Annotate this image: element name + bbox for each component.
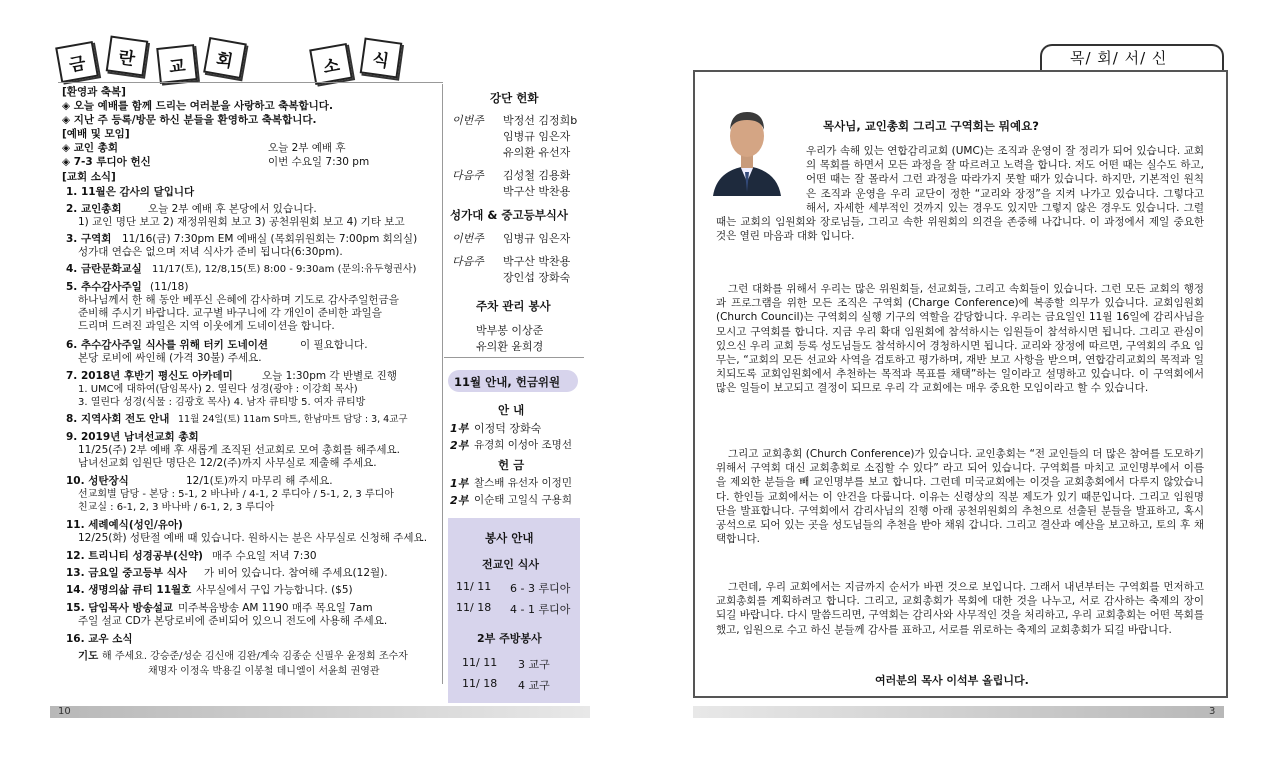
page-number: 10 [58, 706, 71, 717]
news-text: 11/16(금) 7:30pm EM 예배실 (목회위원회는 7:00pm 회의실) [122, 233, 418, 245]
names: 4 교구 [518, 679, 550, 692]
news-text: 본당 로비에 싸인해 (가격 30불) 주세요. [78, 352, 262, 364]
news-text: 오늘 1:30pm 각 반별로 진행 [262, 370, 397, 382]
news-text: 주일 설교 CD가 본당로비에 준비되어 있으니 전도에 사용해 주세요. [78, 615, 388, 627]
offering-title: 헌 금 [498, 458, 525, 472]
news-title: 7. 2018년 후반기 평신도 아카데미 [66, 370, 233, 382]
names: 유의환 유선자 [503, 146, 571, 159]
news-text: 선교회별 담당 - 본당 : 5-1, 2 바나바 / 4-1, 2 루디아 / 5-1, 2, 3 루디아 [78, 489, 394, 500]
date: 11/ 18 [462, 677, 498, 690]
title-char: 식 [371, 49, 391, 72]
title-char: 교 [168, 55, 187, 78]
title-char: 금 [67, 53, 88, 76]
news-title: 13. 금요일 중고등부 식사 [66, 567, 187, 579]
service-label: 1부 [450, 422, 469, 435]
news-title: 14. 생명의삶 큐티 11월호 [66, 584, 192, 596]
news-title: 9. 2019년 남녀선교회 총회 [66, 431, 199, 443]
names: 장인섭 장화숙 [503, 271, 571, 284]
news-title: 15. 담임목사 방송설교 [66, 602, 174, 614]
title-char-box [203, 37, 247, 79]
section-header: [환영과 축복] [62, 86, 126, 98]
news-text: 드리며 드려진 과일은 지역 이웃에게 도네이션을 합니다. [78, 320, 335, 332]
news-title: 11. 세례예식(성인/유아) [66, 519, 183, 531]
news-text: 남녀선교회 임원단 명단은 12/2(주)까지 사무실로 제출해 주세요. [78, 457, 377, 469]
service-label: 2부 [450, 439, 469, 452]
service-label: 2부 [450, 494, 469, 507]
news-text: 매주 수요일 저녁 7:30 [212, 550, 317, 562]
news-text: 11월 24일(토) 11am S마트, 한남마트 담당 : 3, 4교구 [178, 414, 408, 425]
news-title: 6. 추수감사주일 식사를 위해 터키 도네이션 [66, 339, 269, 351]
title-char-box [156, 44, 198, 84]
guide-title: 안 내 [498, 403, 525, 417]
paragraph-2: 그런 대화를 위해서 우리는 많은 위원회들, 선교회들, 그리고 속회들이 있습니다. 그런 모든 교회의 행정과 프로그램을 위한 모든 조직은 구역회 (Charge Conference)에 복종할 의무가 있습니다. 교회임원회 (Church Council)는 구역회의 실행 기구의 역할을 감당합니다. 우리는 금요일인 11월 16일에 감리사님을 모시고 구역회를 합니다. 지금 우리 확대 임원회에 참석하시는 임원들이 참석하시면 됩니다. 그리고 관심이 있으신 우리 교회 등록 성도님들도 참석하시어 경청하시면 됩니다. 교리와 장정에 따르면, 구역회의 주요 임무는, “교회의 모든 선교와 사역을 검토하고 평가하며, 재반 보고 사항을 받으며, 연합감리교회의 목적과 일치되도록 교회임원회에서 추천하는 목적과 목표를 채택”하는 일이라고 설명하고 있습니다. 이 구역회에서 많은 일들이 보고되고 결정이 되므로 우리 각 교회에는 매우 중요한 모임이라고 할 수 있습니다. [716, 283, 1204, 395]
names: 김성철 김용화 [503, 169, 571, 182]
news-text: 12/25(화) 성탄절 예배 때 있습니다. 원하시는 분은 사무실로 신청해 주세요. [78, 532, 428, 544]
names: 이순태 고일식 구용희 [474, 494, 572, 506]
news-title: 5. 추수감사주일 [66, 281, 142, 293]
prayer-label: 기도 [78, 650, 99, 662]
footer-bar [50, 706, 590, 718]
news-text: 하나님께서 한 해 동안 베푸신 은혜에 감사하며 기도로 감사주일헌금을 [78, 294, 399, 306]
welcome-line: ◈ 오늘 예배를 함께 드리는 여러분을 사랑하고 축복합니다. [62, 100, 333, 112]
news-text: 오늘 2부 예배 후 본당에서 있습니다. [148, 203, 317, 215]
news-title: 12. 트리니티 성경공부(신약) [66, 550, 203, 562]
nov-title: 11월 안내, 헌금위원 [454, 375, 561, 389]
title-char-box [55, 41, 99, 83]
news-text: 1) 교인 명단 보고 2) 재정위원회 보고 3) 공천위원회 보고 4) 기타 보고 [78, 216, 405, 228]
news-title: 16. 교우 소식 [66, 633, 133, 645]
names: 이정덕 장화숙 [474, 422, 542, 435]
signature: 여러분의 목사 이석부 올립니다. [875, 674, 1029, 687]
news-text: 11/25(주) 2부 예배 후 새롭게 조직된 선교회로 모여 총회를 해주세요. [78, 444, 400, 456]
title-char-box [360, 38, 403, 79]
names: 6 - 3 루디아 [510, 582, 571, 595]
prayer-text: 채명자 이정옥 박용길 이봉철 데니엘이 서윤희 권영관 [148, 666, 380, 677]
date: 11/ 11 [462, 656, 498, 669]
letter-title: 목사님, 교인총회 그리고 구역회는 뭐예요? [823, 119, 1039, 133]
news-text: 성가대 연습은 없으며 저녁 식사가 준비 됩니다(6:30pm). [78, 246, 343, 258]
title-char: 란 [117, 47, 137, 70]
header-tab-label: 목/ 회/ 서/ 신 [1070, 49, 1168, 67]
meal-title: 전교인 식사 [482, 558, 539, 571]
page-number: 3 [1209, 706, 1216, 717]
section-header: [예배 및 모임] [62, 128, 130, 140]
news-text: (11/18) [150, 281, 189, 293]
news-title: 2. 교인총회 [66, 203, 122, 215]
service-label: 1부 [450, 477, 469, 490]
names: 유경희 이성아 조명선 [474, 439, 572, 451]
title-char: 소 [321, 55, 342, 78]
news-text: 미주복음방송 AM 1190 매주 목요일 7am [178, 602, 373, 614]
divider [58, 82, 443, 83]
meeting-time: 오늘 2부 예배 후 [268, 142, 346, 154]
week-label: 이번주 [452, 232, 484, 245]
host-title: 2부 주방봉사 [477, 632, 542, 645]
title-char-box [309, 43, 353, 85]
news-text: 이 필요합니다. [300, 339, 368, 351]
welcome-line: ◈ 지난 주 등록/방문 하신 분들을 환영하고 축복합니다. [62, 114, 317, 126]
names: 박구산 박찬용 [503, 255, 571, 268]
names: 찰스배 유선자 이정민 [474, 477, 572, 489]
news-text: 사무실에서 구입 가능합니다. ($5) [196, 584, 353, 596]
altar-title: 강단 헌화 [490, 91, 539, 105]
news-title: 10. 성탄장식 [66, 475, 129, 487]
news-text: 12/1(토)까지 마무리 해 주세요. [186, 475, 333, 487]
names: 3 교구 [518, 658, 550, 671]
prayer-text: 해 주세요. 강승준/성순 김신애 김완/계숙 김종순 신필우 윤정희 조수자 [102, 651, 408, 662]
choir-title: 성가대 & 중고등부식사 [450, 208, 569, 222]
week-label: 다음주 [452, 169, 484, 182]
names: 임병규 임은자 [503, 232, 571, 245]
news-text: 1. UMC에 대하여(담임목사) 2. 열린다 성경(광야 : 이강희 목사) [78, 384, 358, 395]
week-label: 다음주 [452, 255, 484, 268]
meeting-time: 이번 수요일 7:30 pm [268, 156, 370, 168]
names: 4 - 1 루디아 [510, 603, 571, 616]
news-title: 4. 금란문화교실 [66, 263, 142, 275]
meeting-name: ◈ 교인 총회 [62, 142, 118, 154]
news-title: 3. 구역회 [66, 233, 112, 245]
column-divider [442, 84, 443, 684]
parking-title: 주차 관리 봉사 [476, 299, 551, 313]
news-text: 3. 열린다 성경(식물 : 김광호 목사) 4. 남자 큐티방 5. 여자 큐티방 [78, 397, 366, 408]
paragraph-3: 그리고 교회총회 (Church Conference)가 있습니다. 교인총회는 “전 교인들의 더 많은 참여를 도모하기 위해서 구역회 대신 교회총회로 소집할 수 있다” 라고 되어 있습니다. 구역회를 마치고 교인명부에서 이름을 제외한 분들을 빼 교인명부를 보고 합니다. 그런데 미국교회에는 이것을 교회총회에서 다루지 않았습니다. 한인들 교회에서는 이 안건을 다룹니다. 이유는 신령상의 직분 제도가 있기 때문입니다. 그리고 임원명단을 발표합니다. 구역회에서 감리사님의 진행 아래 공천위원회의 추천으로 선출된 분들을 발표하고, 혹시 공석으로 되어 있는 곳을 성도님들의 추천을 받아 채워 갑니다. 그리고 결산과 예산을 보고하고, 토의 후 채택합니다. [716, 448, 1204, 546]
news-text: 친교실 : 6-1, 2, 3 바나바 / 6-1, 2, 3 루디아 [78, 502, 275, 513]
service-title: 봉사 안내 [485, 531, 534, 545]
names: 임병규 임은자 [503, 130, 571, 143]
title-char: 회 [214, 49, 235, 72]
footer-bar [693, 706, 1224, 718]
title-char-box [106, 36, 149, 77]
names: 박구산 박찬용 [503, 185, 571, 198]
date: 11/ 11 [456, 580, 492, 593]
names: 박정선 김정희b [503, 114, 578, 127]
paragraph-1 [716, 144, 1204, 243]
week-label: 이번주 [452, 114, 484, 127]
news-title: 1. 11월은 감사의 달입니다 [66, 186, 195, 198]
date: 11/ 18 [456, 601, 492, 614]
paragraph-4: 그런데, 우리 교회에서는 지금까지 순서가 바뀐 것으로 보입니다. 그래서 내년부터는 구역회를 먼저하고 교회총회를 계획하려고 합니다. 그리고, 교회총회가 목회에 대한 것을 나누고, 서로 감사하는 축제의 장이 되길 바랍니다. 다시 말씀드리면, 구역회는 감리사와 사무적인 것을 처리하고, 우리 교회총회는 어떤 목회를 했고, 임원으로 수고 하신 분들께 감사를 표하고, 서로를 위로하는 축제의 교회총회가 되길 바랍니다. [716, 581, 1204, 636]
meeting-name: ◈ 7-3 루디아 헌신 [62, 156, 151, 168]
section-header: [교회 소식] [62, 171, 116, 183]
divider [444, 357, 584, 358]
paragraph-1-text: 우리가 속해 있는 연합감리교회 (UMC)는 조직과 운영이 잘 정리가 되어 있습니다. 교회의 목회를 하면서 모든 과정을 잘 따르려고 노력을 합니다. 저도 어떤 때는 실수도 하고, 어떤 때는 잘 몰라서 그런 과정을 따라가지 못할 때가 있습니다. 하지만, 기본적인 원칙은 조직과 운영을 우리 교단이 정한 “교리와 장정”을 지켜 나가고 있습니다. 그렇다고 해서, 자세한 세부적인 것까지 있는 경우도 있지만 그렇지 않은 경우도 있습니다. 그럴때는 교회의 임원회와 장로님들, 그리고 속한 위원회의 의견을 존중해 나갑니다. 이 과정에서 제일 중요한 것은 열린 마음과 대화 입니다. [716, 145, 1204, 243]
news-text: 11/17(토), 12/8,15(토) 8:00 - 9:30am (문의:유두형권사) [152, 264, 417, 275]
portrait-spacer [716, 144, 806, 214]
news-title: 8. 지역사회 전도 안내 [66, 413, 170, 425]
news-text: 준비해 주시기 바랍니다. 교구별 바구니에 각 개인이 준비한 과일을 [78, 307, 382, 319]
news-text: 가 비어 있습니다. 참여해 주세요(12월). [204, 567, 388, 579]
names: 유의환 윤희경 [476, 340, 544, 353]
names: 박부봉 이상준 [476, 324, 544, 337]
